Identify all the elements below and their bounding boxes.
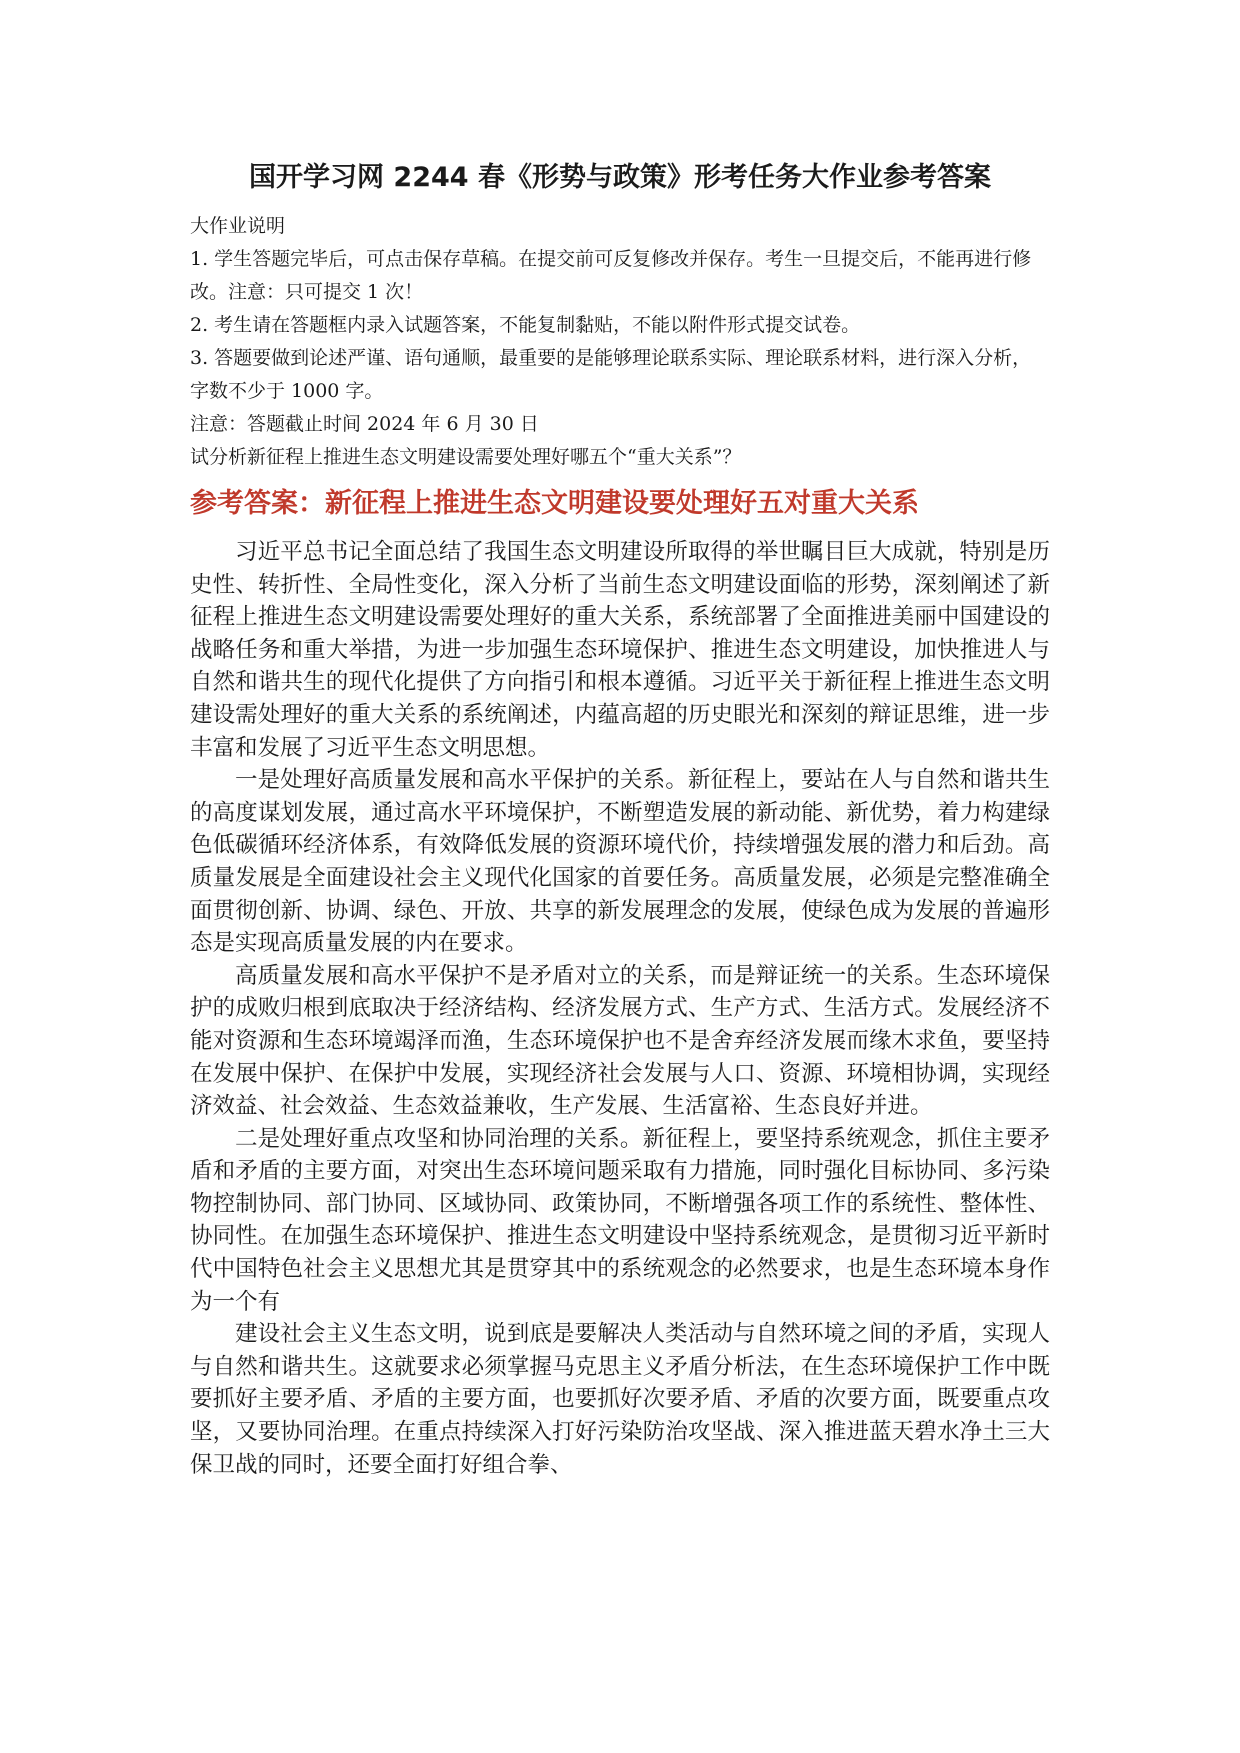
assignment-instructions bbox=[190, 210, 1050, 474]
answer-paragraph: 二是处理好重点攻坚和协同治理的关系。新征程上，要坚持系统观念，抓住主要矛盾和矛盾的主要方面，对突出生态环境问题采取有力措施，同时强化目标协同、多污染物控制协同、部门协同、区域协同、政策协同，不断增强各项工作的系统性、整体性、协同性。在加强生态环境保护、推进生态文明建设中坚持系统观念，是贯彻习近平新时代中国特色社会主义思想尤其是贯穿其中的系统观念的必然要求，也是生态环境本身作为一个有 bbox=[190, 1125, 1050, 1315]
document-page bbox=[190, 160, 1050, 1481]
instructions-heading: 大作业说明 bbox=[190, 215, 286, 237]
answer-paragraph: 建设社会主义生态文明，说到底是要解决人类活动与自然环境之间的矛盾，实现人与自然和谐共生。这就要求必须掌握马克思主义矛盾分析法，在生态环境保护工作中既要抓好主要矛盾、矛盾的主要方面，也要抓好次要矛盾、矛盾的次要方面，既要重点攻坚，又要协同治理。在重点持续深入打好污染防治攻坚战、深入推进蓝天碧水净土三大保卫战的同时，还要全面打好组合拳、 bbox=[190, 1321, 1050, 1478]
reference-answer-heading: 参考答案：新征程上推进生态文明建设要处理好五对重大关系 bbox=[190, 488, 919, 519]
instruction-item: 3. 答题要做到论述严谨、语句通顺，最重要的是能够理论联系实际、理论联系材料，进行深入分析，字数不少于 1000 字。 bbox=[190, 347, 1032, 402]
deadline-note: 注意：答题截止时间 2024 年 6 月 30 日 bbox=[190, 413, 539, 435]
instruction-item: 1. 学生答题完毕后，可点击保存草稿。在提交前可反复修改并保存。考生一旦提交后，不能再进行修改。注意：只可提交 1 次！ bbox=[190, 248, 1032, 303]
answer-paragraph: 高质量发展和高水平保护不是矛盾对立的关系，而是辩证统一的关系。生态环境保护的成败归根到底取决于经济结构、经济发展方式、生产方式、生活方式。发展经济不能对资源和生态环境竭泽而渔，生态环境保护也不是舍弃经济发展而缘木求鱼，要坚持在发展中保护、在保护中发展，实现经济社会发展与人口、资源、环境相协调，实现经济效益、社会效益、生态效益兼收，生产发展、生活富裕、生态良好并进。 bbox=[190, 962, 1050, 1120]
answer-body bbox=[190, 536, 1050, 1481]
document-title: 国开学习网 2244 春《形势与政策》形考任务大作业参考答案 bbox=[249, 162, 991, 193]
answer-paragraph: 习近平总书记全面总结了我国生态文明建设所取得的举世瞩目巨大成就，特别是历史性、转折性、全局性变化，深入分析了当前生态文明建设面临的形势，深刻阐述了新征程上推进生态文明建设需要处理好的重大关系，系统部署了全面推进美丽中国建设的战略任务和重大举措，为进一步加强生态环境保护、推进生态文明建设，加快推进人与自然和谐共生的现代化提供了方向指引和根本遵循。习近平关于新征程上推进生态文明建设需处理好的重大关系的系统阐述，内蕴高超的历史眼光和深刻的辩证思维，进一步丰富和发展了习近平生态文明思想。 bbox=[190, 539, 1050, 761]
answer-paragraph: 一是处理好高质量发展和高水平保护的关系。新征程上，要站在人与自然和谐共生的高度谋划发展，通过高水平环境保护，不断塑造发展的新动能、新优势，着力构建绿色低碳循环经济体系，有效降低发展的资源环境代价，持续增强发展的潜力和后劲。高质量发展是全面建设社会主义现代化国家的首要任务。高质量发展，必须是完整准确全面贯彻创新、协调、绿色、开放、共享的新发展理念的发展，使绿色成为发展的普遍形态是实现高质量发展的内在要求。 bbox=[190, 767, 1050, 957]
question-text: 试分析新征程上推进生态文明建设需要处理好哪五个“重大关系”？ bbox=[190, 446, 742, 468]
instruction-item: 2. 考生请在答题框内录入试题答案，不能复制黏贴，不能以附件形式提交试卷。 bbox=[190, 314, 861, 336]
